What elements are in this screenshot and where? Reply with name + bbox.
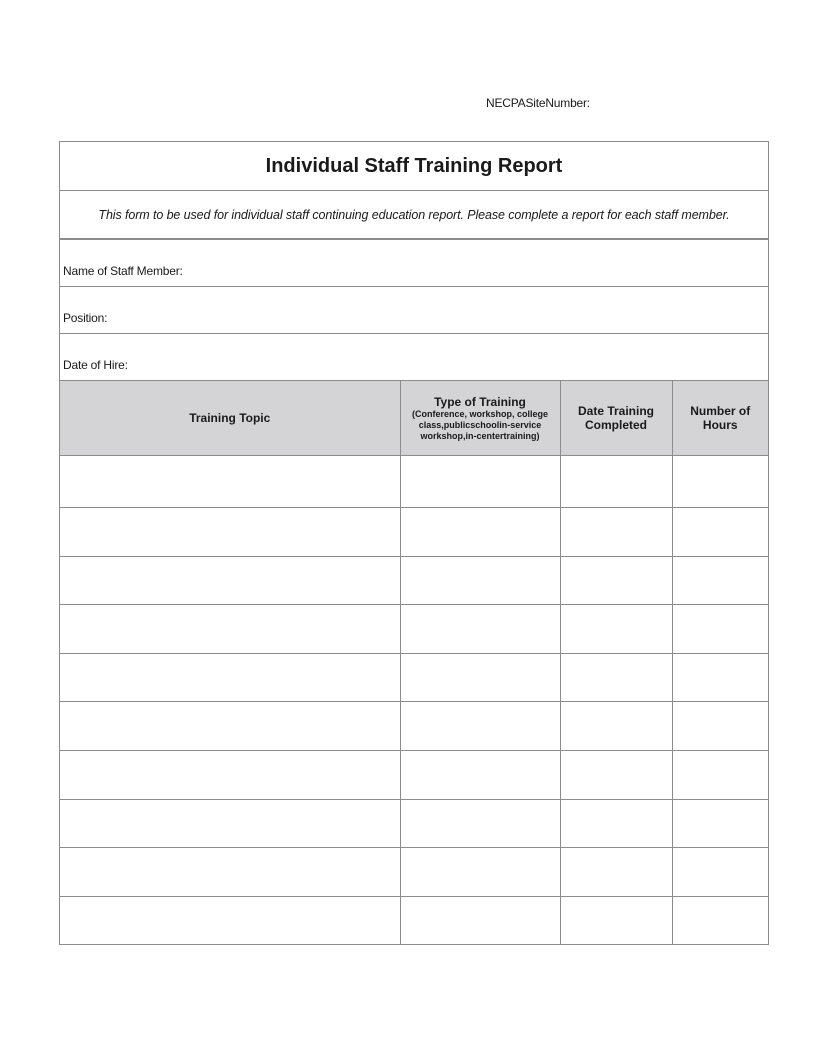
hours-cell[interactable] (672, 653, 768, 702)
staff-name-label: Name of Staff Member: (63, 264, 183, 278)
hours-cell[interactable] (672, 896, 768, 945)
date-completed-cell[interactable] (560, 605, 672, 654)
hours-cell[interactable] (672, 605, 768, 654)
date-of-hire-label: Date of Hire: (63, 358, 128, 372)
training-topic-cell[interactable] (60, 848, 400, 897)
date-of-hire-field[interactable] (60, 334, 768, 381)
table-row (60, 848, 768, 897)
table-row (60, 702, 768, 751)
training-topic-cell[interactable] (60, 508, 400, 557)
hours-cell[interactable] (672, 702, 768, 751)
date-completed-cell[interactable] (560, 799, 672, 848)
hours-cell[interactable] (672, 556, 768, 605)
date-completed-cell[interactable] (560, 556, 672, 605)
table-row (60, 750, 768, 799)
table-row (60, 456, 768, 508)
header-number-of-hours: Number of Hours (672, 381, 768, 456)
training-type-cell[interactable] (400, 605, 560, 654)
header-type-sub: (Conference, workshop, college class,publicschoolin-service workshop,in-centertraining) (411, 408, 549, 441)
table-row (60, 508, 768, 557)
training-topic-cell[interactable] (60, 896, 400, 945)
date-completed-cell[interactable] (560, 896, 672, 945)
training-topic-cell[interactable] (60, 556, 400, 605)
training-topic-cell[interactable] (60, 702, 400, 751)
hours-cell[interactable] (672, 508, 768, 557)
hours-cell[interactable] (672, 799, 768, 848)
training-topic-cell[interactable] (60, 653, 400, 702)
training-report-form (59, 141, 769, 945)
training-topic-cell[interactable] (60, 456, 400, 508)
training-type-cell[interactable] (400, 848, 560, 897)
training-topic-cell[interactable] (60, 799, 400, 848)
training-type-cell[interactable] (400, 456, 560, 508)
training-type-cell[interactable] (400, 896, 560, 945)
training-type-cell[interactable] (400, 702, 560, 751)
table-row (60, 605, 768, 654)
table-row (60, 799, 768, 848)
table-header-row (60, 381, 768, 456)
training-table (60, 381, 768, 945)
header-type-main: Type of Training (434, 394, 526, 409)
training-type-cell[interactable] (400, 750, 560, 799)
position-label: Position: (63, 311, 108, 325)
header-training-topic: Training Topic (60, 381, 400, 456)
date-completed-cell[interactable] (560, 848, 672, 897)
hours-cell[interactable] (672, 456, 768, 508)
position-field[interactable] (60, 287, 768, 334)
table-row (60, 653, 768, 702)
form-instructions: This form to be used for individual staff continuing education report. Please complete a report for each staff member. (60, 191, 768, 240)
date-completed-cell[interactable] (560, 653, 672, 702)
date-completed-cell[interactable] (560, 508, 672, 557)
training-topic-cell[interactable] (60, 605, 400, 654)
necpa-site-number-label: NECPASiteNumber: (486, 96, 590, 110)
table-row (60, 896, 768, 945)
training-type-cell[interactable] (400, 799, 560, 848)
form-title: Individual Staff Training Report (60, 142, 768, 191)
table-row (60, 556, 768, 605)
header-type-of-training (400, 381, 560, 456)
date-completed-cell[interactable] (560, 750, 672, 799)
header-date-completed: Date Training Completed (560, 381, 672, 456)
staff-name-field[interactable] (60, 240, 768, 287)
hours-cell[interactable] (672, 848, 768, 897)
training-topic-cell[interactable] (60, 750, 400, 799)
date-completed-cell[interactable] (560, 702, 672, 751)
training-type-cell[interactable] (400, 653, 560, 702)
hours-cell[interactable] (672, 750, 768, 799)
training-table-body (60, 456, 768, 945)
training-type-cell[interactable] (400, 556, 560, 605)
date-completed-cell[interactable] (560, 456, 672, 508)
training-type-cell[interactable] (400, 508, 560, 557)
